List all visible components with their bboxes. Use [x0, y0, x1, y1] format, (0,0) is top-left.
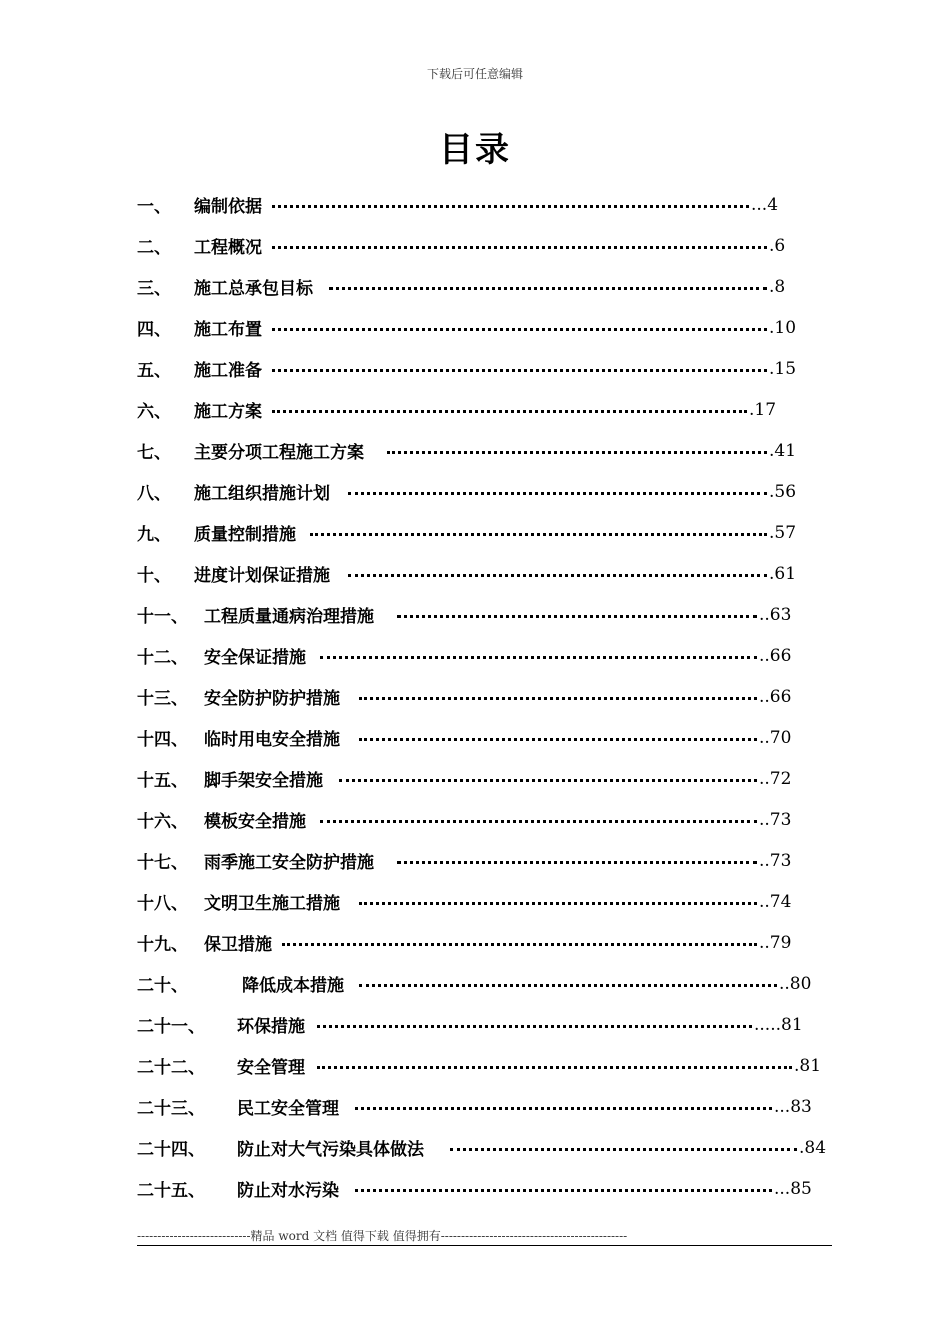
toc-entry[interactable] [137, 635, 827, 676]
toc-entry-title: 施工方案 [194, 402, 262, 422]
toc-entry-number: 二十二、 [137, 1058, 205, 1078]
toc-entry-title: 工程质量通病治理措施 [204, 607, 374, 627]
toc-entry-title: 临时用电安全措施 [204, 730, 340, 750]
toc-entry-title: 施工准备 [194, 361, 262, 381]
toc-entry-number: 十六、 [137, 812, 188, 832]
toc-entry-page: .81 [794, 1055, 822, 1076]
toc-dot-leader [272, 246, 767, 249]
toc-entry-page: .15 [769, 358, 797, 379]
toc-entry-page: .41 [769, 440, 797, 461]
toc-entry-number: 一、 [137, 197, 171, 217]
toc-entry-page: ..63 [759, 604, 792, 625]
toc-entry-number: 二十一、 [137, 1017, 205, 1037]
toc-dot-leader [320, 820, 757, 823]
toc-entry-title: 施工组织措施计划 [194, 484, 330, 504]
toc-entry[interactable] [137, 799, 827, 840]
toc-entry-page: .17 [749, 399, 777, 420]
page-title: 目录 [439, 130, 511, 170]
toc-dot-leader [272, 410, 747, 413]
toc-entry-number: 十九、 [137, 935, 188, 955]
toc-dot-leader [272, 369, 767, 372]
toc-entry-page: ...85 [774, 1178, 812, 1199]
toc-entry-title: 安全管理 [237, 1058, 305, 1078]
toc-dot-leader [282, 943, 757, 946]
toc-entry-number: 十四、 [137, 730, 188, 750]
toc-entry-page: .8 [769, 276, 786, 297]
toc-dot-leader [355, 1107, 772, 1110]
toc-entry-number: 三、 [137, 279, 171, 299]
toc-entry-title: 安全防护防护措施 [204, 689, 340, 709]
toc-entry-title: 防止对水污染 [237, 1181, 339, 1201]
toc-entry-number: 十、 [137, 566, 171, 586]
toc-entry-title: 工程概况 [194, 238, 262, 258]
toc-entry-page: .....81 [754, 1014, 803, 1035]
toc-entry[interactable] [137, 1086, 827, 1127]
toc-dot-leader [397, 861, 757, 864]
toc-entry[interactable] [137, 717, 827, 758]
toc-entry-page: ..72 [759, 768, 792, 789]
toc-dot-leader [317, 1066, 792, 1069]
toc-entry-title: 施工布置 [194, 320, 262, 340]
toc-entry[interactable] [137, 1127, 827, 1168]
toc-entry-title: 防止对大气污染具体做法 [237, 1140, 424, 1160]
toc-entry[interactable] [137, 758, 827, 799]
toc-entry[interactable] [137, 307, 827, 348]
toc-entry-page: ..66 [759, 645, 792, 666]
toc-entry-page: .6 [769, 235, 786, 256]
toc-entry-page: ..73 [759, 850, 792, 871]
toc-entry-number: 九、 [137, 525, 171, 545]
toc-entry-title: 保卫措施 [204, 935, 272, 955]
toc-dot-leader [397, 615, 757, 618]
toc-entry-page: ..73 [759, 809, 792, 830]
toc-entry-number: 二十五、 [137, 1181, 205, 1201]
toc-entry-number: 十二、 [137, 648, 188, 668]
toc-entry-number: 二十三、 [137, 1099, 205, 1119]
toc-dot-leader [348, 492, 767, 495]
toc-entry-page: .57 [769, 522, 797, 543]
toc-entry-number: 七、 [137, 443, 171, 463]
toc-entry-number: 十八、 [137, 894, 188, 914]
toc-entry-number: 四、 [137, 320, 171, 340]
toc-entry-number: 二、 [137, 238, 171, 258]
table-of-contents [137, 184, 827, 1209]
toc-dot-leader [387, 451, 767, 454]
toc-entry[interactable] [137, 184, 827, 225]
toc-entry-title: 模板安全措施 [204, 812, 306, 832]
toc-entry[interactable] [137, 676, 827, 717]
toc-entry-number: 二十、 [137, 976, 188, 996]
toc-dot-leader [339, 779, 757, 782]
toc-entry-title: 雨季施工安全防护措施 [204, 853, 374, 873]
toc-dot-leader [348, 574, 767, 577]
page-footer: ----------------------------精品 word 文档 值得下载 值得拥有---------------------------------------------- [137, 1227, 832, 1246]
toc-entry[interactable] [137, 963, 827, 1004]
toc-entry-title: 安全保证措施 [204, 648, 306, 668]
toc-entry[interactable] [137, 266, 827, 307]
toc-entry-page: ..66 [759, 686, 792, 707]
toc-entry-page: ..79 [759, 932, 792, 953]
toc-entry-title: 环保措施 [237, 1017, 305, 1037]
toc-entry-number: 十一、 [137, 607, 188, 627]
toc-entry[interactable] [137, 389, 827, 430]
toc-entry-page: .61 [769, 563, 797, 584]
toc-dot-leader [359, 697, 757, 700]
toc-entry-title: 主要分项工程施工方案 [194, 443, 364, 463]
toc-dot-leader [329, 287, 767, 290]
toc-entry-title: 编制依据 [194, 197, 262, 217]
toc-entry-title: 施工总承包目标 [194, 279, 313, 299]
toc-entry-number: 十五、 [137, 771, 188, 791]
toc-entry[interactable] [137, 471, 827, 512]
toc-entry-number: 六、 [137, 402, 171, 422]
toc-entry-number: 十七、 [137, 853, 188, 873]
toc-dot-leader [450, 1148, 797, 1151]
toc-dot-leader [272, 205, 749, 208]
toc-dot-leader [359, 902, 757, 905]
toc-entry-number: 八、 [137, 484, 171, 504]
page-header: 下载后可任意编辑 [426, 67, 523, 81]
toc-entry-number: 二十四、 [137, 1140, 205, 1160]
toc-dot-leader [355, 1189, 772, 1192]
toc-dot-leader [359, 984, 777, 987]
toc-entry-title: 民工安全管理 [237, 1099, 339, 1119]
toc-entry[interactable] [137, 840, 827, 881]
toc-dot-leader [272, 328, 767, 331]
toc-entry[interactable] [137, 1168, 827, 1209]
toc-entry-page: ..80 [779, 973, 812, 994]
toc-entry[interactable] [137, 881, 827, 922]
toc-entry[interactable] [137, 922, 827, 963]
toc-entry-title: 降低成本措施 [242, 976, 344, 996]
toc-entry[interactable] [137, 553, 827, 594]
toc-entry-page: ...4 [751, 194, 779, 215]
toc-entry[interactable] [137, 430, 827, 471]
toc-entry-title: 质量控制措施 [194, 525, 296, 545]
toc-entry-number: 五、 [137, 361, 171, 381]
toc-dot-leader [359, 738, 757, 741]
toc-dot-leader [310, 533, 767, 536]
toc-entry-page: .84 [799, 1137, 827, 1158]
toc-entry[interactable] [137, 225, 827, 266]
toc-entry-page: .10 [769, 317, 797, 338]
toc-entry[interactable] [137, 348, 827, 389]
toc-entry[interactable] [137, 594, 827, 635]
toc-entry[interactable] [137, 1004, 827, 1045]
toc-entry-page: .56 [769, 481, 797, 502]
toc-entry-title: 文明卫生施工措施 [204, 894, 340, 914]
toc-entry[interactable] [137, 1045, 827, 1086]
toc-entry-title: 脚手架安全措施 [204, 771, 323, 791]
toc-dot-leader [320, 656, 757, 659]
toc-dot-leader [317, 1025, 752, 1028]
toc-entry-page: ...83 [774, 1096, 812, 1117]
toc-entry-number: 十三、 [137, 689, 188, 709]
toc-entry[interactable] [137, 512, 827, 553]
toc-entry-page: ..74 [759, 891, 792, 912]
toc-entry-page: ..70 [759, 727, 792, 748]
toc-entry-title: 进度计划保证措施 [194, 566, 330, 586]
